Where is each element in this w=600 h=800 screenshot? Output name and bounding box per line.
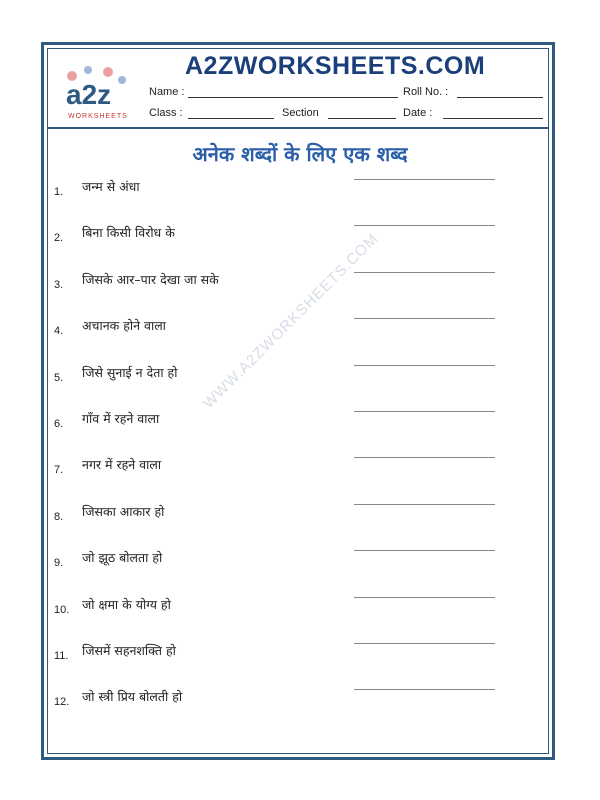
- question-number: 9.: [54, 557, 64, 570]
- question-text: नगर में रहने वाला: [82, 457, 162, 473]
- answer-line[interactable]: [354, 643, 495, 644]
- answer-line[interactable]: [354, 318, 495, 319]
- question-number: 12.: [54, 696, 70, 709]
- question-text: गाँव में रहने वाला: [82, 411, 160, 426]
- question-number: 4.: [54, 325, 64, 338]
- question-text: जो झूठ बोलता हो: [82, 550, 163, 566]
- question-text: जिसमें सहनशक्ति हो: [82, 643, 176, 658]
- question-number: 5.: [54, 371, 64, 384]
- answer-line[interactable]: [354, 689, 495, 690]
- name-field[interactable]: [188, 86, 398, 98]
- question-text: बिना किसी विरोध के: [82, 225, 175, 241]
- question-text: जो क्षमा के योग्य हो: [82, 596, 171, 612]
- answer-line[interactable]: [354, 179, 495, 180]
- date-label: Date :: [403, 107, 433, 119]
- question-number: 6.: [54, 418, 64, 430]
- question-number: 10.: [54, 603, 70, 616]
- answer-line[interactable]: [354, 411, 495, 412]
- logo-tagline: WORKSHEETS: [68, 113, 128, 120]
- question-text: अचानक होने वाला: [82, 318, 166, 334]
- section-label: Section: [282, 107, 319, 119]
- roll-no-label: Roll No. :: [403, 86, 449, 98]
- question-text: जन्म से अंधा: [82, 179, 140, 194]
- question-text: जो स्त्री प्रिय बोलती हो: [82, 689, 183, 705]
- answer-line[interactable]: [354, 365, 495, 366]
- answer-line[interactable]: [354, 597, 495, 598]
- answer-line[interactable]: [354, 457, 495, 458]
- logo-text: a2z: [66, 79, 112, 110]
- watermark: WWW.A2ZWORKSHEETS.COM: [200, 230, 382, 413]
- class-label: Class :: [149, 107, 183, 119]
- answer-line[interactable]: [354, 225, 495, 226]
- answer-line[interactable]: [354, 550, 495, 551]
- class-field[interactable]: [188, 107, 274, 119]
- question-number: 3.: [54, 278, 64, 291]
- question-number: 2.: [54, 232, 64, 245]
- question-number: 1.: [54, 186, 64, 198]
- date-field[interactable]: [443, 107, 543, 119]
- answer-line[interactable]: [354, 272, 495, 273]
- section-field[interactable]: [328, 107, 396, 119]
- question-text: जिसका आकार हो: [82, 503, 165, 519]
- question-text: जिसे सुनाई न देता हो: [82, 364, 178, 380]
- a2z-logo: [58, 62, 138, 122]
- question-text: जिसके आर–पार देखा जा सके: [82, 271, 219, 287]
- name-label: Name :: [149, 86, 185, 98]
- question-number: 8.: [54, 510, 64, 523]
- roll-no-field[interactable]: [457, 86, 543, 98]
- worksheet-heading: अनेक शब्दों के लिए एक शब्द: [192, 142, 408, 166]
- answer-line[interactable]: [354, 504, 495, 505]
- site-title: A2ZWORKSHEETS.COM: [185, 52, 486, 80]
- question-number: 11.: [54, 650, 69, 662]
- question-number: 7.: [54, 464, 64, 477]
